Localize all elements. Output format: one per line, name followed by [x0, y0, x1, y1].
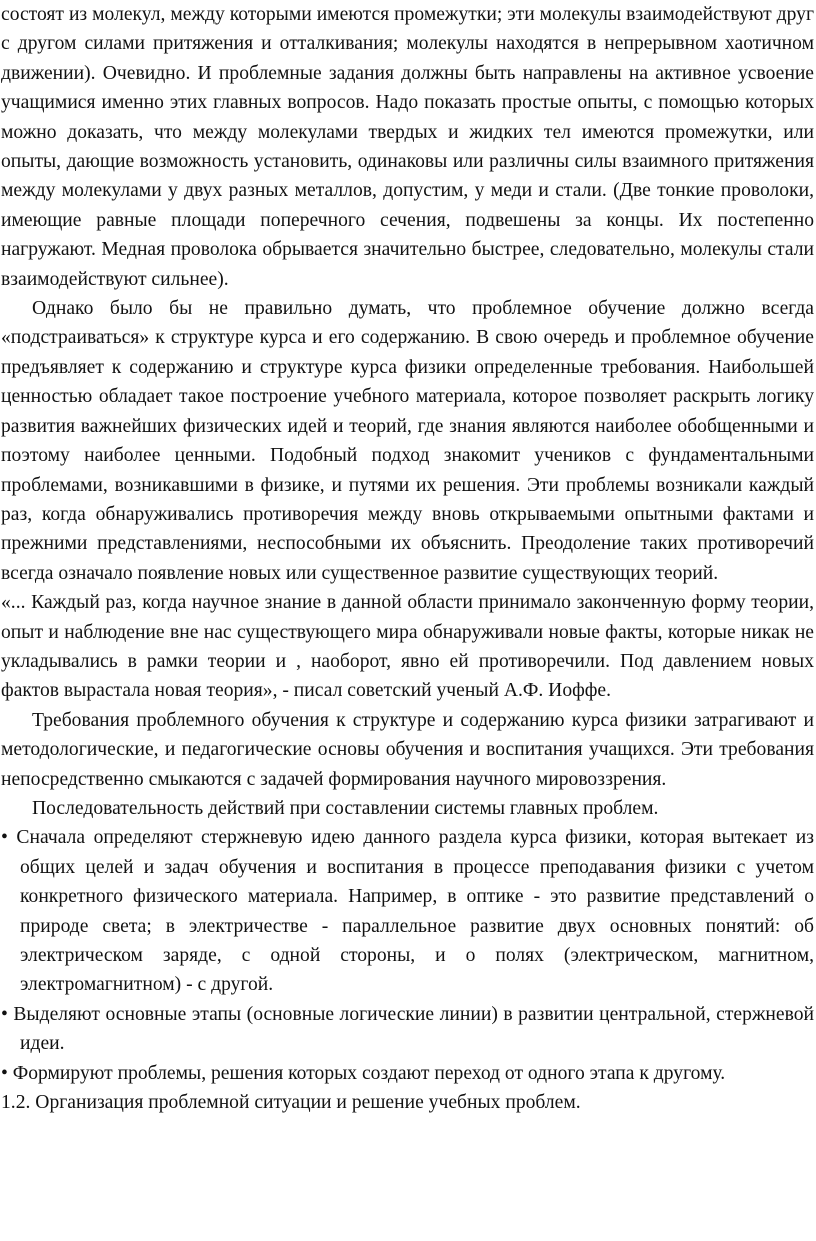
section-heading: 1.2. Организация проблемной ситуации и решение учебных проблем.	[1, 1092, 581, 1114]
paragraph-ioffe-quote: «... Каждый раз, когда научное знание в данной области принимало законченную форму теории, опыт и наблюдение вне нас существующего мира обнаруживали новые факты, которые никак не укладывались в рамки теории и , наоборот, явно ей противоречили. Под давлением новых фактов вырастала новая теория», - писал советский ученый А.Ф. Иоффе.	[1, 592, 814, 702]
paragraph-problem-learning-structure: Однако было бы не правильно думать, что проблемное обучение должно всегда «подстраиваться» к структуре курса и его содержанию. В свою очередь и проблемное обучение предъявляет к содержанию и структуре курса физики определенные требования. Наибольшей ценностью обладает такое построение учебного материала, которое позволяет раскрыть логику развития важнейших физических идей и теорий, где знания являются наиболее обобщенными и поэтому наиболее ценными. Подобный подход знакомит учеников с фундаментальными проблемами, возникавшими в физике, и путями их решения. Эти проблемы возникали каждый раз, когда обнаруживались противоречия между вновь открываемыми опытными фактами и прежними представлениями, неспособными их объяснить. Преодоление таких противоречий всегда означало появление новых или существенное развитие существующих теорий.	[1, 298, 814, 584]
list-item: • Формируют проблемы, решения которых создают переход от одного этапа к другому.	[1, 1062, 726, 1084]
list-item: • Сначала определяют стержневую идею данного раздела курса физики, которая вытекает из общих целей и задач обучения и воспитания в процессе преподавания физики с учетом конкретного физического материала. Например, в оптике - это развитие представлений о природе света; в электричестве - параллельное развитие двух основных понятий: об электрическом заряде, с одной стороны, и о полях (электрическом, магнитном, электромагнитном) - с другой.	[1, 827, 814, 996]
paragraph-requirements: Требования проблемного обучения к структуре и содержанию курса физики затрагивают и методологические, и педагогические основы обучения и воспитания учащихся. Эти требования непосредственно смыкаются с задачей формирования научного мировоззрения.	[1, 709, 814, 790]
paragraph-molecules-experiment: состоят из молекул, между которыми имеются промежутки; эти молекулы взаимодействуют друг с другом силами притяжения и отталкивания; молекулы находятся в непрерывном хаотичном движении). Очевидно. И проблемные задания должны быть направлены на активное усвоение учащимися именно этих главных вопросов. Надо показать простые опыты, с помощью которых можно доказать, что между молекулами твердых и жидких тел имеются промежутки, или опыты, дающие возможность установить, одинаковы или различны силы взаимного притяжения между молекулами у двух разных металлов, допустим, у меди и стали. (Две тонкие проволоки, имеющие равные площади поперечного сечения, подвешены за концы. Их постепенно нагружают. Медная проволока обрывается значительно быстрее, следовательно, молекулы стали взаимодействуют сильнее).	[1, 4, 814, 290]
paragraph-sequence-intro: Последовательность действий при составлении системы главных проблем.	[32, 797, 659, 819]
list-item: • Выделяют основные этапы (основные логические линии) в развитии центральной, стержневой идеи.	[1, 1003, 814, 1055]
steps-list	[1, 823, 814, 1088]
